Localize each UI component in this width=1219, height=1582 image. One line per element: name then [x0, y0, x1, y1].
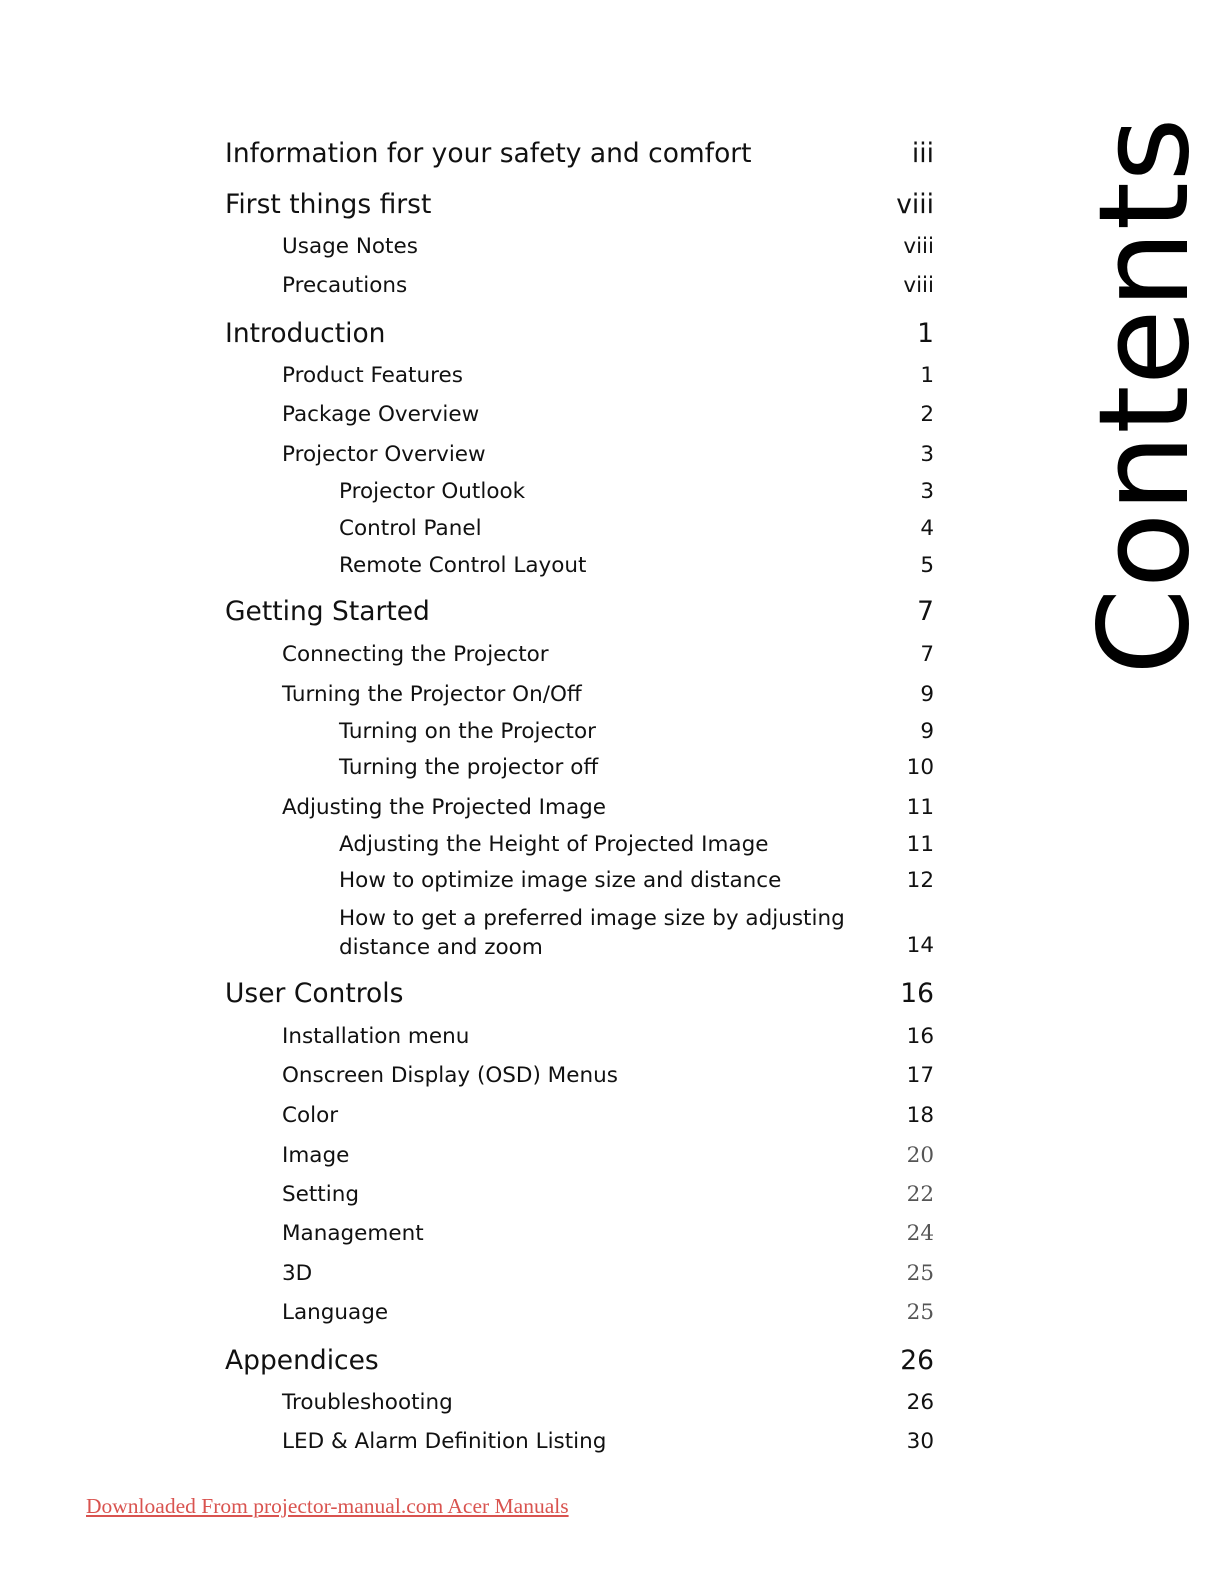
toc-entry-page: 9 — [920, 682, 934, 707]
toc-entry-page: 26 — [906, 1390, 934, 1415]
toc-entry-page: 11 — [906, 832, 934, 857]
toc-entry-page: 12 — [906, 868, 934, 893]
toc-entry-page: 24 — [906, 1221, 934, 1246]
toc-entry-page: 26 — [900, 1345, 934, 1376]
toc-entry-page: 7 — [920, 642, 934, 667]
toc-entry-title: Package Overview — [282, 402, 480, 427]
toc-entry-page: 18 — [906, 1103, 934, 1128]
toc-entry-page: 14 — [906, 933, 934, 958]
toc-entry-page: viii — [903, 273, 934, 298]
toc-entry-page: 11 — [906, 795, 934, 820]
toc-entry-page: 16 — [900, 978, 934, 1009]
toc-entry-page: 4 — [920, 516, 934, 541]
toc-entry-title: Remote Control Layout — [339, 553, 587, 578]
toc-entry-title: Connecting the Projector — [282, 642, 549, 667]
toc-entry-title: 3D — [282, 1261, 313, 1286]
toc-entry-title: Precautions — [282, 273, 408, 298]
toc-entry-title: Product Features — [282, 363, 463, 388]
toc-entry-page: 22 — [906, 1182, 934, 1207]
toc-entry-page: 7 — [917, 596, 934, 627]
toc-entry-page: 17 — [906, 1063, 934, 1088]
toc-entry-title: Adjusting the Height of Projected Image — [339, 832, 769, 857]
toc-entry-title: Turning on the Projector — [339, 719, 596, 744]
toc-entry-title: Image — [282, 1143, 350, 1168]
toc-entry-page: iii — [911, 138, 934, 169]
toc-entry-page: 1 — [920, 363, 934, 388]
toc-entry-title: Usage Notes — [282, 234, 418, 259]
toc-entry-title: Color — [282, 1103, 339, 1128]
toc-entry-title: How to optimize image size and distance — [339, 868, 782, 893]
toc-entry-title: Setting — [282, 1182, 359, 1207]
toc-entry-title: Turning the projector off — [339, 755, 599, 780]
toc-entry-page: 5 — [920, 553, 934, 578]
download-source-link[interactable]: Downloaded From projector-manual.com Acer Manuals — [86, 1494, 569, 1518]
toc-entry-page: 25 — [906, 1300, 934, 1325]
toc-entry-page: 1 — [917, 318, 934, 349]
toc-entry-title: Introduction — [225, 318, 386, 349]
toc-entry-page: 30 — [906, 1429, 934, 1454]
toc-entry-title: Installation menu — [282, 1024, 470, 1049]
toc-entry-page: 20 — [906, 1143, 934, 1168]
toc-entry-page: viii — [896, 189, 934, 220]
toc-entry-page: 2 — [920, 402, 934, 427]
toc-entry-title: Onscreen Display (OSD) Menus — [282, 1063, 618, 1088]
toc-entry-page: 10 — [906, 755, 934, 780]
toc-entry-title: LED & Alarm Definition Listing — [282, 1429, 607, 1454]
toc-entry-title: First things first — [225, 189, 432, 220]
toc-entry-title: Projector Outlook — [339, 479, 526, 504]
toc-entry-page: 3 — [920, 479, 934, 504]
toc-entry-title: Troubleshooting — [282, 1390, 453, 1415]
toc-entry-title: Appendices — [225, 1345, 379, 1376]
toc-entry-title: Getting Started — [225, 596, 430, 627]
toc-entry-title: Management — [282, 1221, 424, 1246]
toc-entry-title: Adjusting the Projected Image — [282, 795, 607, 820]
toc-entry-page: 25 — [906, 1261, 934, 1286]
page-title: Contents — [1073, 117, 1217, 675]
toc-entry-title: Language — [282, 1300, 389, 1325]
toc-entry-page: 16 — [906, 1024, 934, 1049]
toc-entry-title: Projector Overview — [282, 442, 486, 467]
toc-entry-title: How to get a preferred image size by adjusting distance and zoom — [339, 906, 845, 960]
toc-entry-title: User Controls — [225, 978, 404, 1009]
toc-entry-page: 9 — [920, 719, 934, 744]
toc-entry-page: viii — [903, 234, 934, 259]
toc-entry-title: Information for your safety and comfort — [225, 138, 752, 169]
toc-entry-page: 3 — [920, 442, 934, 467]
toc-entry-title: Control Panel — [339, 516, 482, 541]
toc-entry-title: Turning the Projector On/Off — [282, 682, 582, 707]
